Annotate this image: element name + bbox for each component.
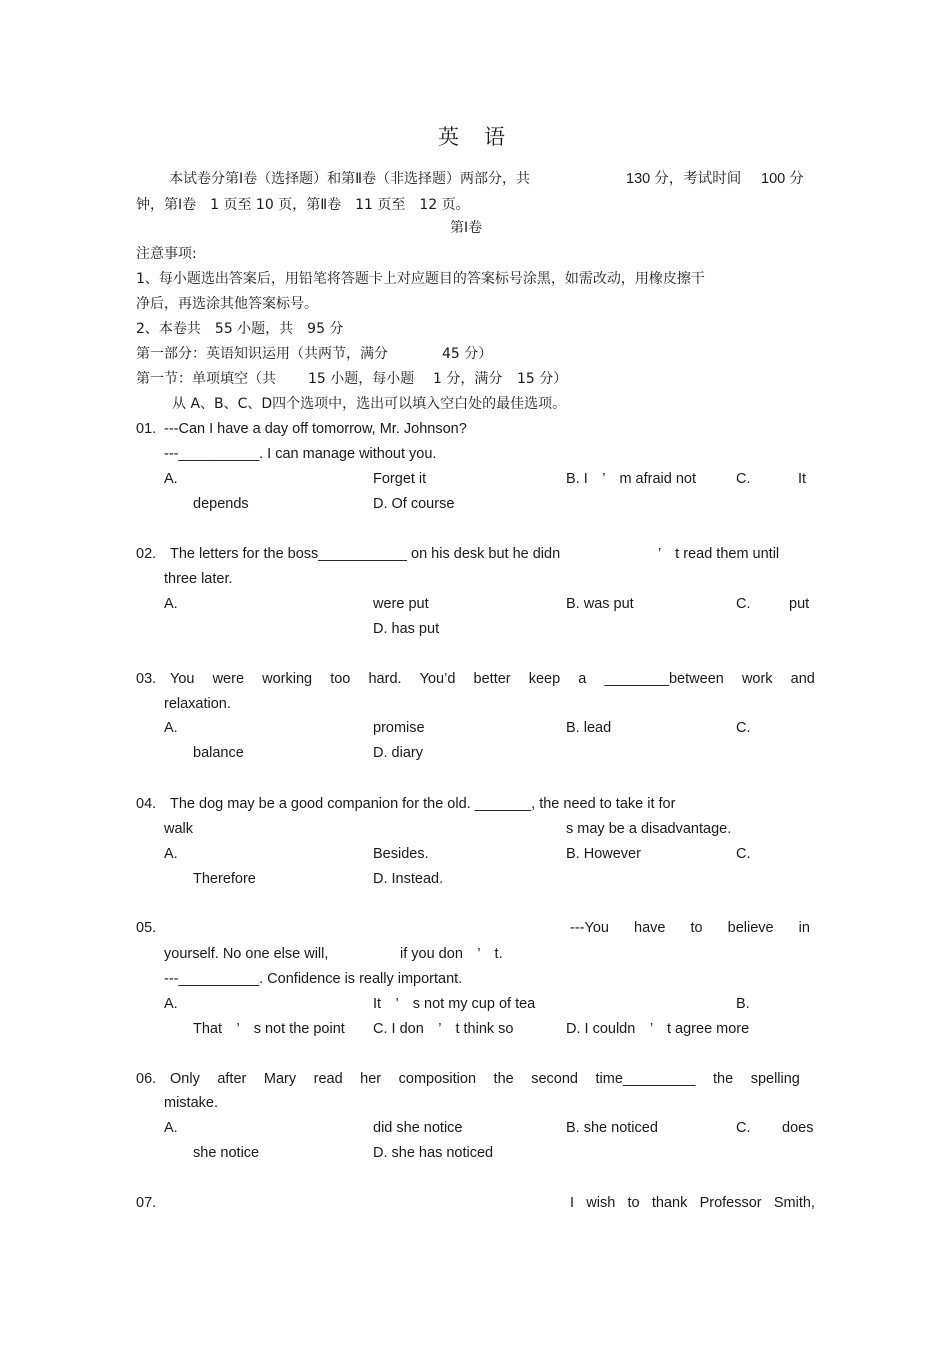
stem-word: her [360,1071,382,1087]
part-1-heading: 第一部分：英语知识运用（共两节，满分 [136,346,388,362]
option-d: D. Instead. [373,871,444,887]
option-a: were put [373,596,429,612]
question-stem: The letters for the boss___________ on his desk but he didn [170,546,561,562]
question-number: 05. [136,920,157,936]
option-c-label: C. [736,1120,751,1136]
option-a-label: A. [164,846,178,862]
stem-word: have [634,920,666,936]
option-c-label: C. [736,596,751,612]
question-stem: mistake. [164,1095,218,1111]
option-a-label: A. [164,720,178,736]
stem-word: composition [398,1071,477,1087]
stem-word: after [217,1071,247,1087]
stem-word: You [170,671,195,687]
option-a-label: A. [164,596,178,612]
option-c: It [798,471,807,487]
option-c-label: C. [736,720,751,736]
question-stem: ---__________. Confidence is really important. [164,971,463,987]
option-a: Besides. [373,846,429,862]
question-stem: relaxation. [164,696,231,712]
intro-text-2: 钟，第Ⅰ卷 1 页至 10 页，第Ⅱ卷 11 页至 12 页。 [136,197,470,213]
option-a: promise [373,720,425,736]
document-title: 英 语 [438,125,507,149]
option-b: B. I ’ m afraid not [566,471,697,487]
question-stem: The dog may be a good companion for the old. _______, the need to take it for [170,796,676,812]
note-1-line-2: 净后，再选涂其他答案标号。 [136,296,318,312]
stem-word: Professor [699,1195,762,1211]
option-b-label: B. [736,996,750,1012]
stem-word: wish [586,1195,616,1211]
option-d: D. diary [373,745,423,761]
notes-heading: 注意事项: [136,246,197,262]
note-1-line-1: 1、每小题选出答案后，用铅笔将答题卡上对应题目的答案标号涂黑，如需改动，用橡皮擦干 [136,271,705,287]
question-number: 06. [136,1071,157,1087]
option-d: D. has put [373,621,440,637]
part-1-score: 45 分） [442,346,493,362]
question-stem: ’ t read them until [658,546,780,562]
option-c: she notice [193,1145,260,1161]
question-stem: walk [164,821,194,837]
question-number: 07. [136,1195,157,1211]
option-a: did she notice [373,1120,463,1136]
option-d: D. Of course [373,496,455,512]
stem-word: and [790,671,815,687]
stem-word: a [578,671,587,687]
option-a-label: A. [164,471,178,487]
instruction: 从 A、B、C、D四个选项中，选出可以填入空白处的最佳选项。 [172,396,567,412]
stem-word: in [798,920,810,936]
stem-word: believe [727,920,774,936]
option-c: depends [193,496,249,512]
option-c-label: C. [736,846,751,862]
option-a-label: A. [164,1120,178,1136]
note-2: 2、本卷共 55 小题，共 95 分 [136,321,344,337]
option-b: That ’ s not the point [193,1021,345,1037]
option-c: C. I don ’ t think so [373,1021,514,1037]
option-c: Therefore [193,871,256,887]
section-1-total: 15 分） [517,371,568,387]
stem-word: to [627,1195,640,1211]
option-b: B. was put [566,596,634,612]
stem-word: better [473,671,511,687]
stem-word: Only [170,1071,200,1087]
intro-text-1c: 100 分 [761,171,804,187]
stem-word: second [531,1071,578,1087]
stem-word: work [741,671,773,687]
option-a: It ’ s not my cup of tea [373,996,536,1012]
question-stem: ---Can I have a day off tomorrow, Mr. Johnson? [164,421,467,437]
intro-text-1a: 本试卷分第Ⅰ卷（选择题）和第Ⅱ卷（非选择题）两部分，共 [169,171,531,187]
question-stem: yourself. No one else will, [164,946,329,962]
stem-word: Mary [263,1071,297,1087]
question-number: 03. [136,671,157,687]
question-stem: ---__________. I can manage without you. [164,446,437,462]
question-stem: three later. [164,571,233,587]
stem-word: spelling [750,1071,800,1087]
option-d: D. I couldn ’ t agree more [566,1021,750,1037]
section-1-count: 15 小题，每小题 [308,371,415,387]
question-stem [170,1070,800,1088]
section-1-heading: 第一节：单项填空（共 [136,371,276,387]
option-c: does [782,1120,814,1136]
question-stem: s may be a disadvantage. [566,821,732,837]
question-stem: if you don ’ t. [400,946,503,962]
stem-word: to [690,920,703,936]
stem-word: the [713,1071,734,1087]
stem-word: keep [528,671,561,687]
section-1-each: 1 分，满分 [433,371,503,387]
stem-word: time_________ [595,1071,696,1087]
question-stem [570,1194,815,1212]
stem-word: I [570,1195,575,1211]
question-number: 01. [136,421,157,437]
stem-word: the [493,1071,514,1087]
question-stem [570,919,810,937]
option-c: balance [193,745,244,761]
stem-word: ---You [570,920,609,936]
question-number: 04. [136,796,157,812]
question-stem [170,670,815,688]
option-b: B. she noticed [566,1120,658,1136]
option-d: D. she has noticed [373,1145,494,1161]
option-a: Forget it [373,471,427,487]
option-b: B. lead [566,720,612,736]
stem-word: ________between [604,671,724,687]
stem-word: hard. [368,671,402,687]
option-b: B. However [566,846,641,862]
intro-text-1b: 130 分，考试时间 [626,171,742,187]
stem-word: working [262,671,313,687]
option-c-label: C. [736,471,751,487]
option-a-label: A. [164,996,178,1012]
stem-word: were [212,671,245,687]
volume-heading: 第Ⅰ卷 [450,220,483,236]
stem-word: Smith, [773,1195,815,1211]
stem-word: read [313,1071,343,1087]
option-c: put [789,596,810,612]
stem-word: thank [651,1195,688,1211]
stem-word: too [330,671,351,687]
question-number: 02. [136,546,157,562]
stem-word: You’d [419,671,456,687]
